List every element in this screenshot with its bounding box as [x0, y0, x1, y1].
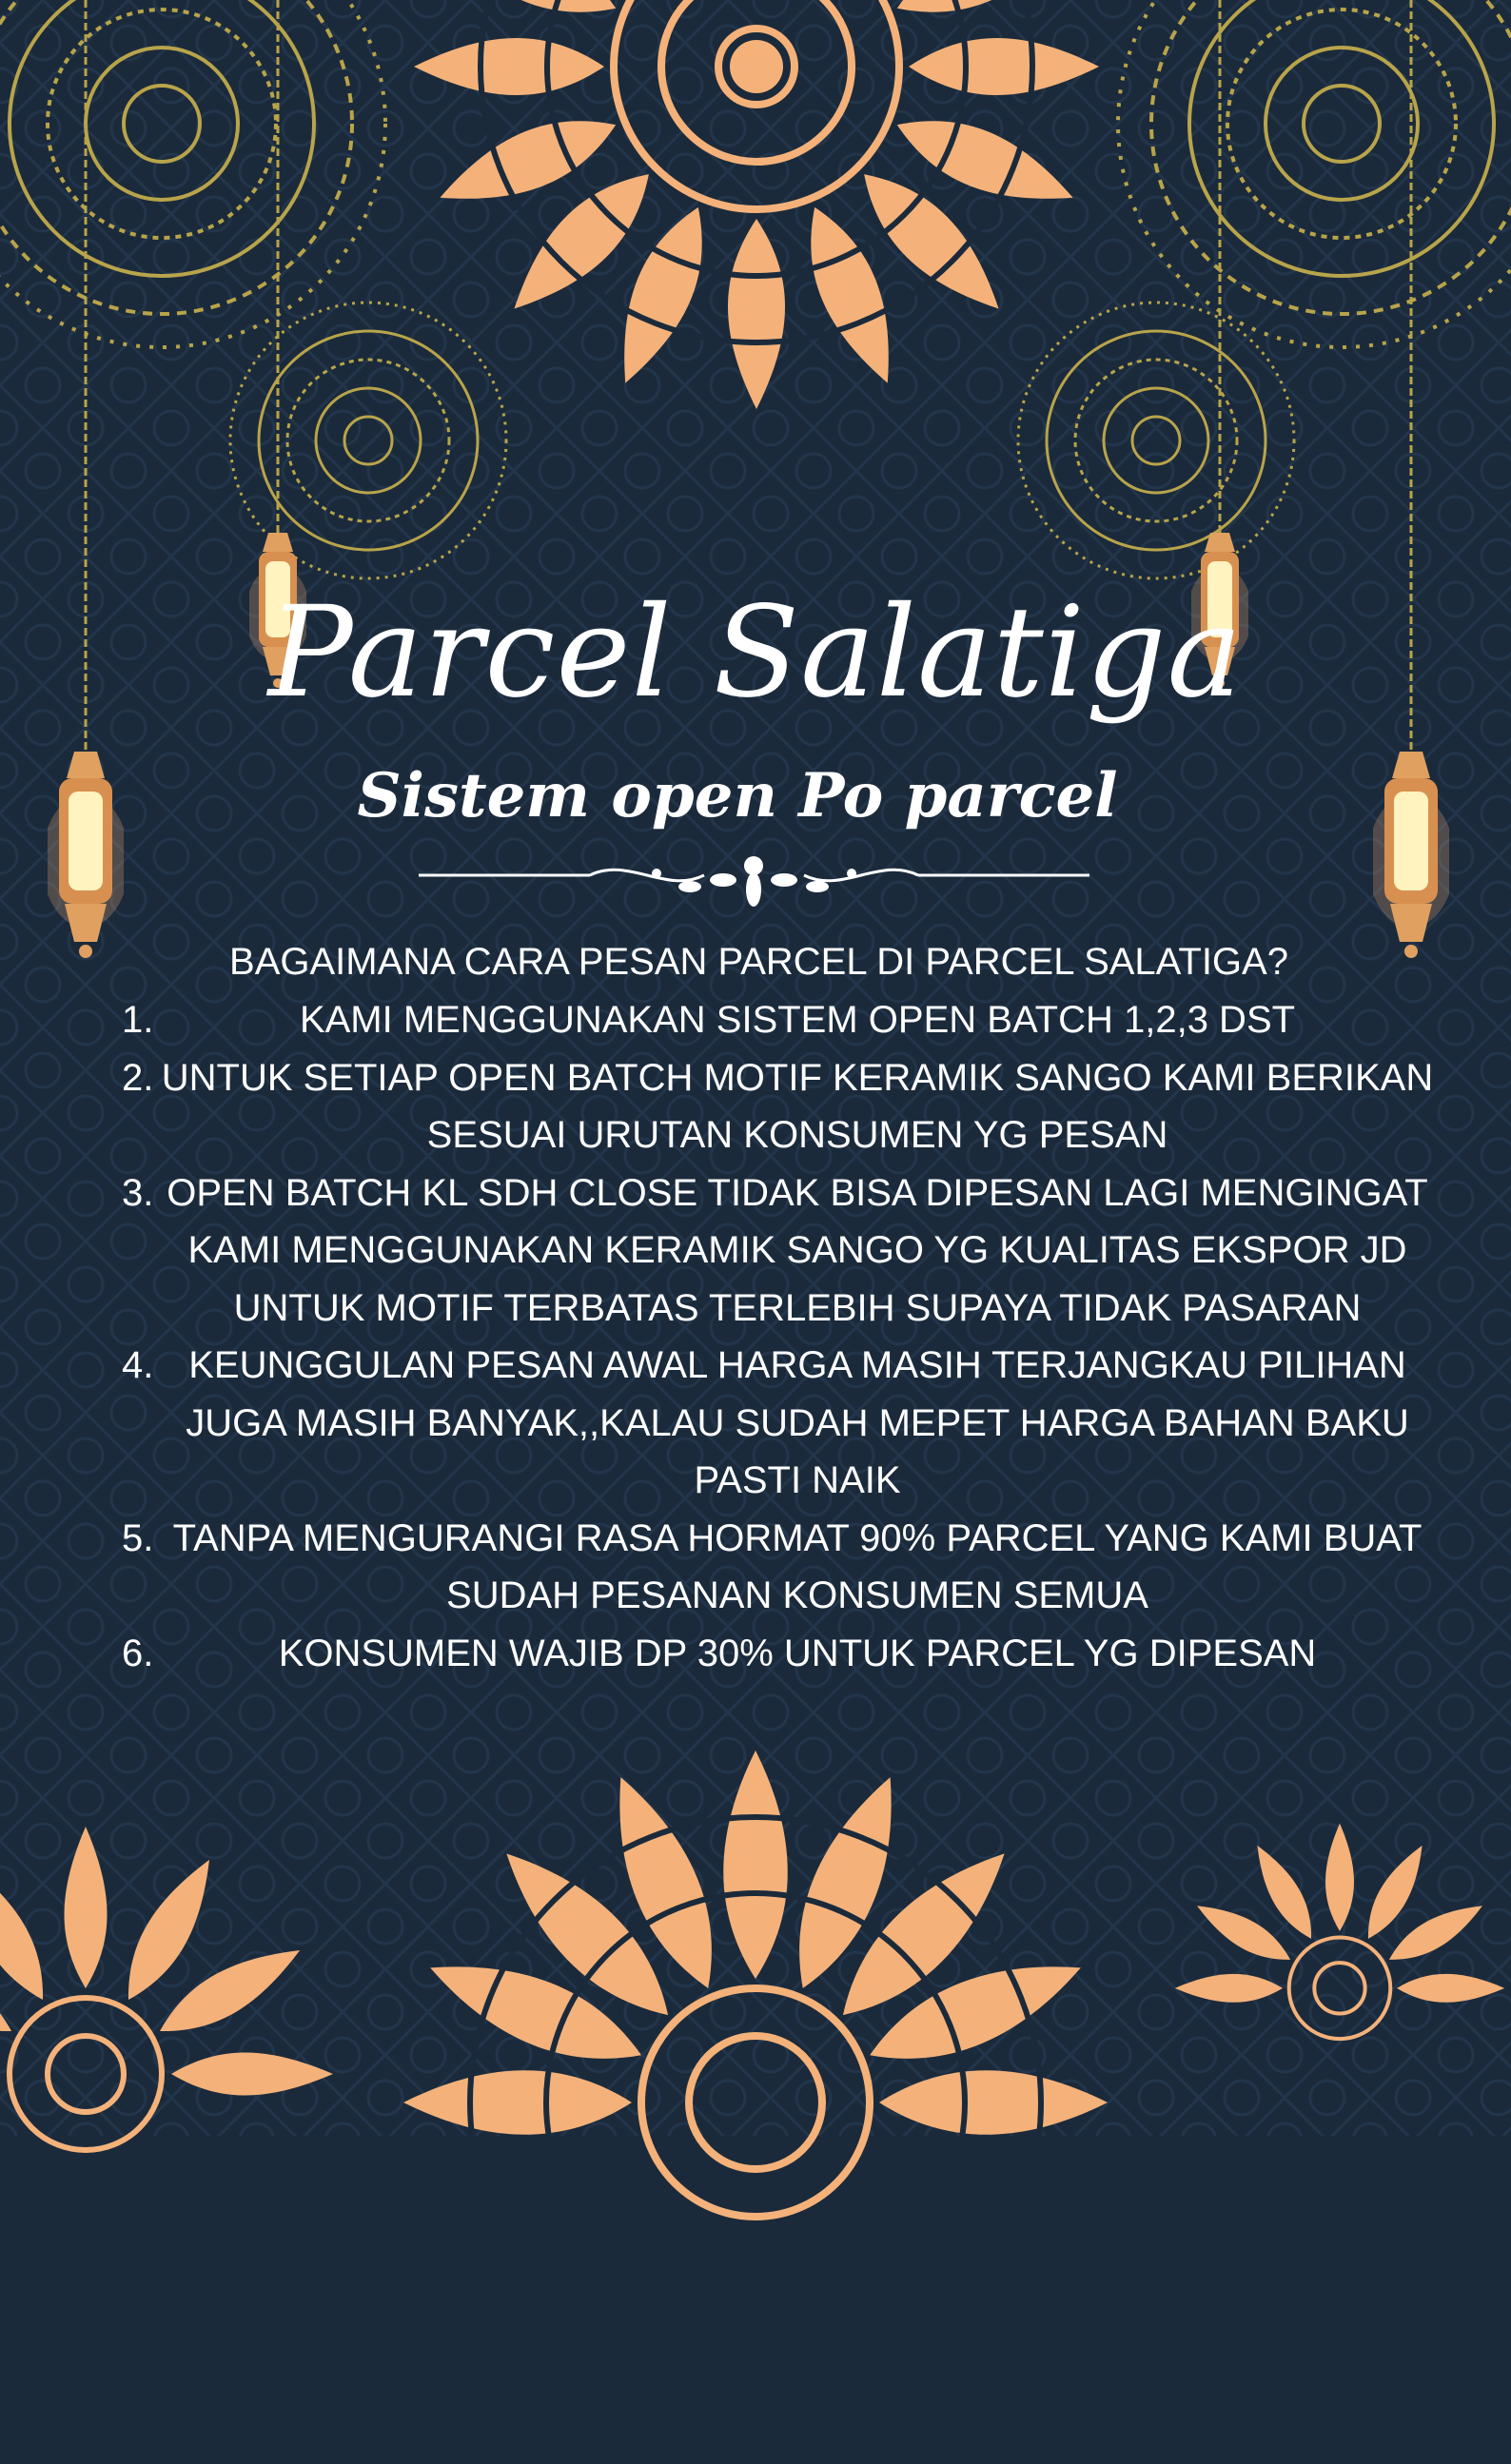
step-text: KEUNGGULAN PESAN AWAL HARGA MASIH TERJANGKAU PILIHAN JUGA MASIH BANYAK,,KALAU SUDAH MEPET HARGA BAHAN BAKU PASTI NAIK [186, 1344, 1409, 1501]
page-title: Parcel Salatiga [267, 579, 1244, 726]
step-text: TANPA MENGURANGI RASA HORMAT 90% PARCEL YANG KAMI BUAT SUDAH PESANAN KONSUMEN SEMUA [172, 1516, 1423, 1616]
step-text: UNTUK SETIAP OPEN BATCH MOTIF KERAMIK SANGO KAMI BERIKAN SESUAI URUTAN KONSUMEN YG PESAN [161, 1056, 1434, 1156]
step-number: 3. [122, 1171, 154, 1214]
list-item [122, 1625, 1435, 1683]
list-item [122, 1337, 1435, 1510]
list-item [122, 1510, 1435, 1625]
floral-divider [419, 847, 1089, 913]
step-number: 5. [122, 1516, 154, 1559]
page-subtitle: Sistem open Po parcel [357, 760, 1118, 831]
mandala-bottom-right [1168, 1817, 1511, 2136]
step-number: 4. [122, 1344, 154, 1386]
step-text: KONSUMEN WAJIB DP 30% UNTUK PARCEL YG DIPESAN [278, 1632, 1317, 1674]
mandala-bottom-center [394, 1741, 1117, 2464]
step-number: 1. [122, 999, 154, 1041]
list-item [122, 991, 1435, 1049]
step-text: OPEN BATCH KL SDH CLOSE TIDAK BISA DIPESAN LAGI MENGINGAT KAMI MENGGUNAKAN KERAMIK SANGO YG KUALITAS EKSPOR JD UNTUK MOTIF TERBATAS TERLEBIH SUPAYA TIDAK PASARAN [167, 1171, 1428, 1329]
list-item [122, 1049, 1435, 1164]
step-number: 6. [122, 1632, 154, 1674]
step-number: 2. [122, 1056, 154, 1099]
list-item [122, 1164, 1435, 1338]
mandala-bottom-left [0, 1817, 343, 2331]
step-text: KAMI MENGGUNAKAN SISTEM OPEN BATCH 1,2,3 DST [299, 999, 1296, 1041]
steps-list [122, 991, 1435, 1682]
question-heading: BAGAIMANA CARA PESAN PARCEL DI PARCEL SALATIGA? [229, 941, 1288, 983]
